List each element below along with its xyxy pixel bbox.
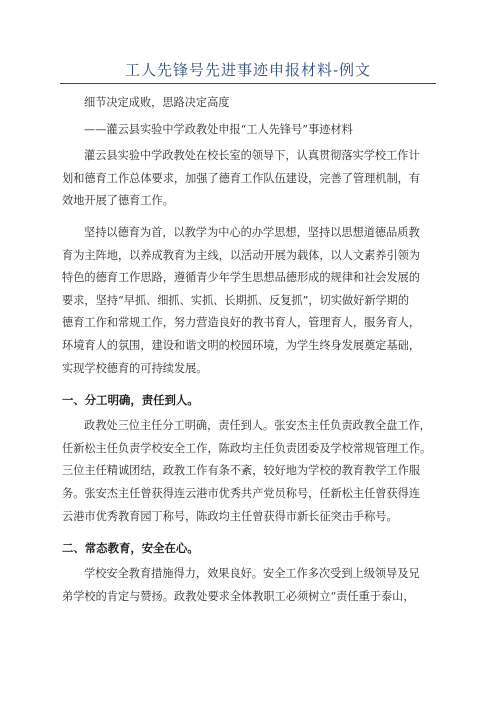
subtitle: 细节决定成败，思路决定高度	[84, 96, 230, 109]
paragraph-line: 云港市优秀教育园丁称号，陈政均主任曾获得市新长征突击手称号。	[62, 509, 398, 523]
paragraph-line: 效地开展了德育工作。	[62, 194, 174, 208]
paragraph-line: 灌云县实验中学政教处在校长室的领导下，认真贯彻落实学校工作计	[84, 149, 420, 163]
paragraph-line: 学校安全教育措施得力，效果良好。安全工作多次受到上级领导及兄	[84, 567, 420, 581]
document-body	[62, 92, 438, 608]
section-two-body	[62, 563, 438, 608]
paragraph-line: 实现学校德育的可持续发展。	[62, 361, 208, 375]
paragraph-intro	[62, 145, 438, 213]
title-underline	[60, 83, 436, 84]
paragraph-line: 任新松主任负责学校安全工作，陈政均主任负责团委及学校常规管理工作。	[62, 441, 432, 455]
section-heading: 一、分工明确，责任到人。	[62, 393, 199, 408]
byline: ——灌云县实验中学政教处申报“工人先锋号”事迹材料	[84, 122, 353, 136]
paragraph-line: 坚持以德育为首，以教学为中心的办学思想，坚持以思想道德品质教	[84, 225, 420, 239]
paragraph-line: 政教处三位主任分工明确，责任到人。张安杰主任负责政教全盘工作，	[84, 419, 431, 433]
paragraph-line: 务。张安杰主任曾获得连云港市优秀共产党员称号，任新松主任曾获得连	[62, 486, 421, 500]
paragraph-line: 要求，坚持“早抓、细抓、实抓、长期抓、反复抓”，切实做好新学期的	[62, 293, 410, 307]
paragraph-line: 三位主任精诚团结，政教工作有条不紊，较好地为学校的教育教学工作服	[62, 464, 421, 478]
section-heading: 二、常态教育，安全在心。	[62, 541, 199, 556]
section-one-body	[62, 415, 438, 528]
paragraph-line: 德育工作和常规工作，努力营造良好的教书育人，管理育人，服务育人，	[62, 316, 421, 330]
paragraph-philosophy	[62, 222, 438, 380]
document-title: 工人先锋号先进事迹申报材料-例文	[124, 61, 372, 79]
paragraph-line: 环境育人的氛围，建设和谐文明的校园环境，为学生终身发展奠定基础，	[62, 338, 421, 352]
paragraph-line: 育为主阵地，以养成教育为主线，以活动开展为载体，以人文素养引领为	[62, 248, 421, 262]
paragraph-line: 弟学校的肯定与赞扬。政教处要求全体教职工必须树立“责任重于泰山，	[62, 589, 415, 603]
paragraph-line: 特色的德育工作思路，遵循青少年学生思想品德形成的规律和社会发展的	[62, 271, 421, 285]
paragraph-line: 划和德育工作总体要求，加强了德育工作队伍建设，完善了管理机制，有	[62, 171, 421, 185]
